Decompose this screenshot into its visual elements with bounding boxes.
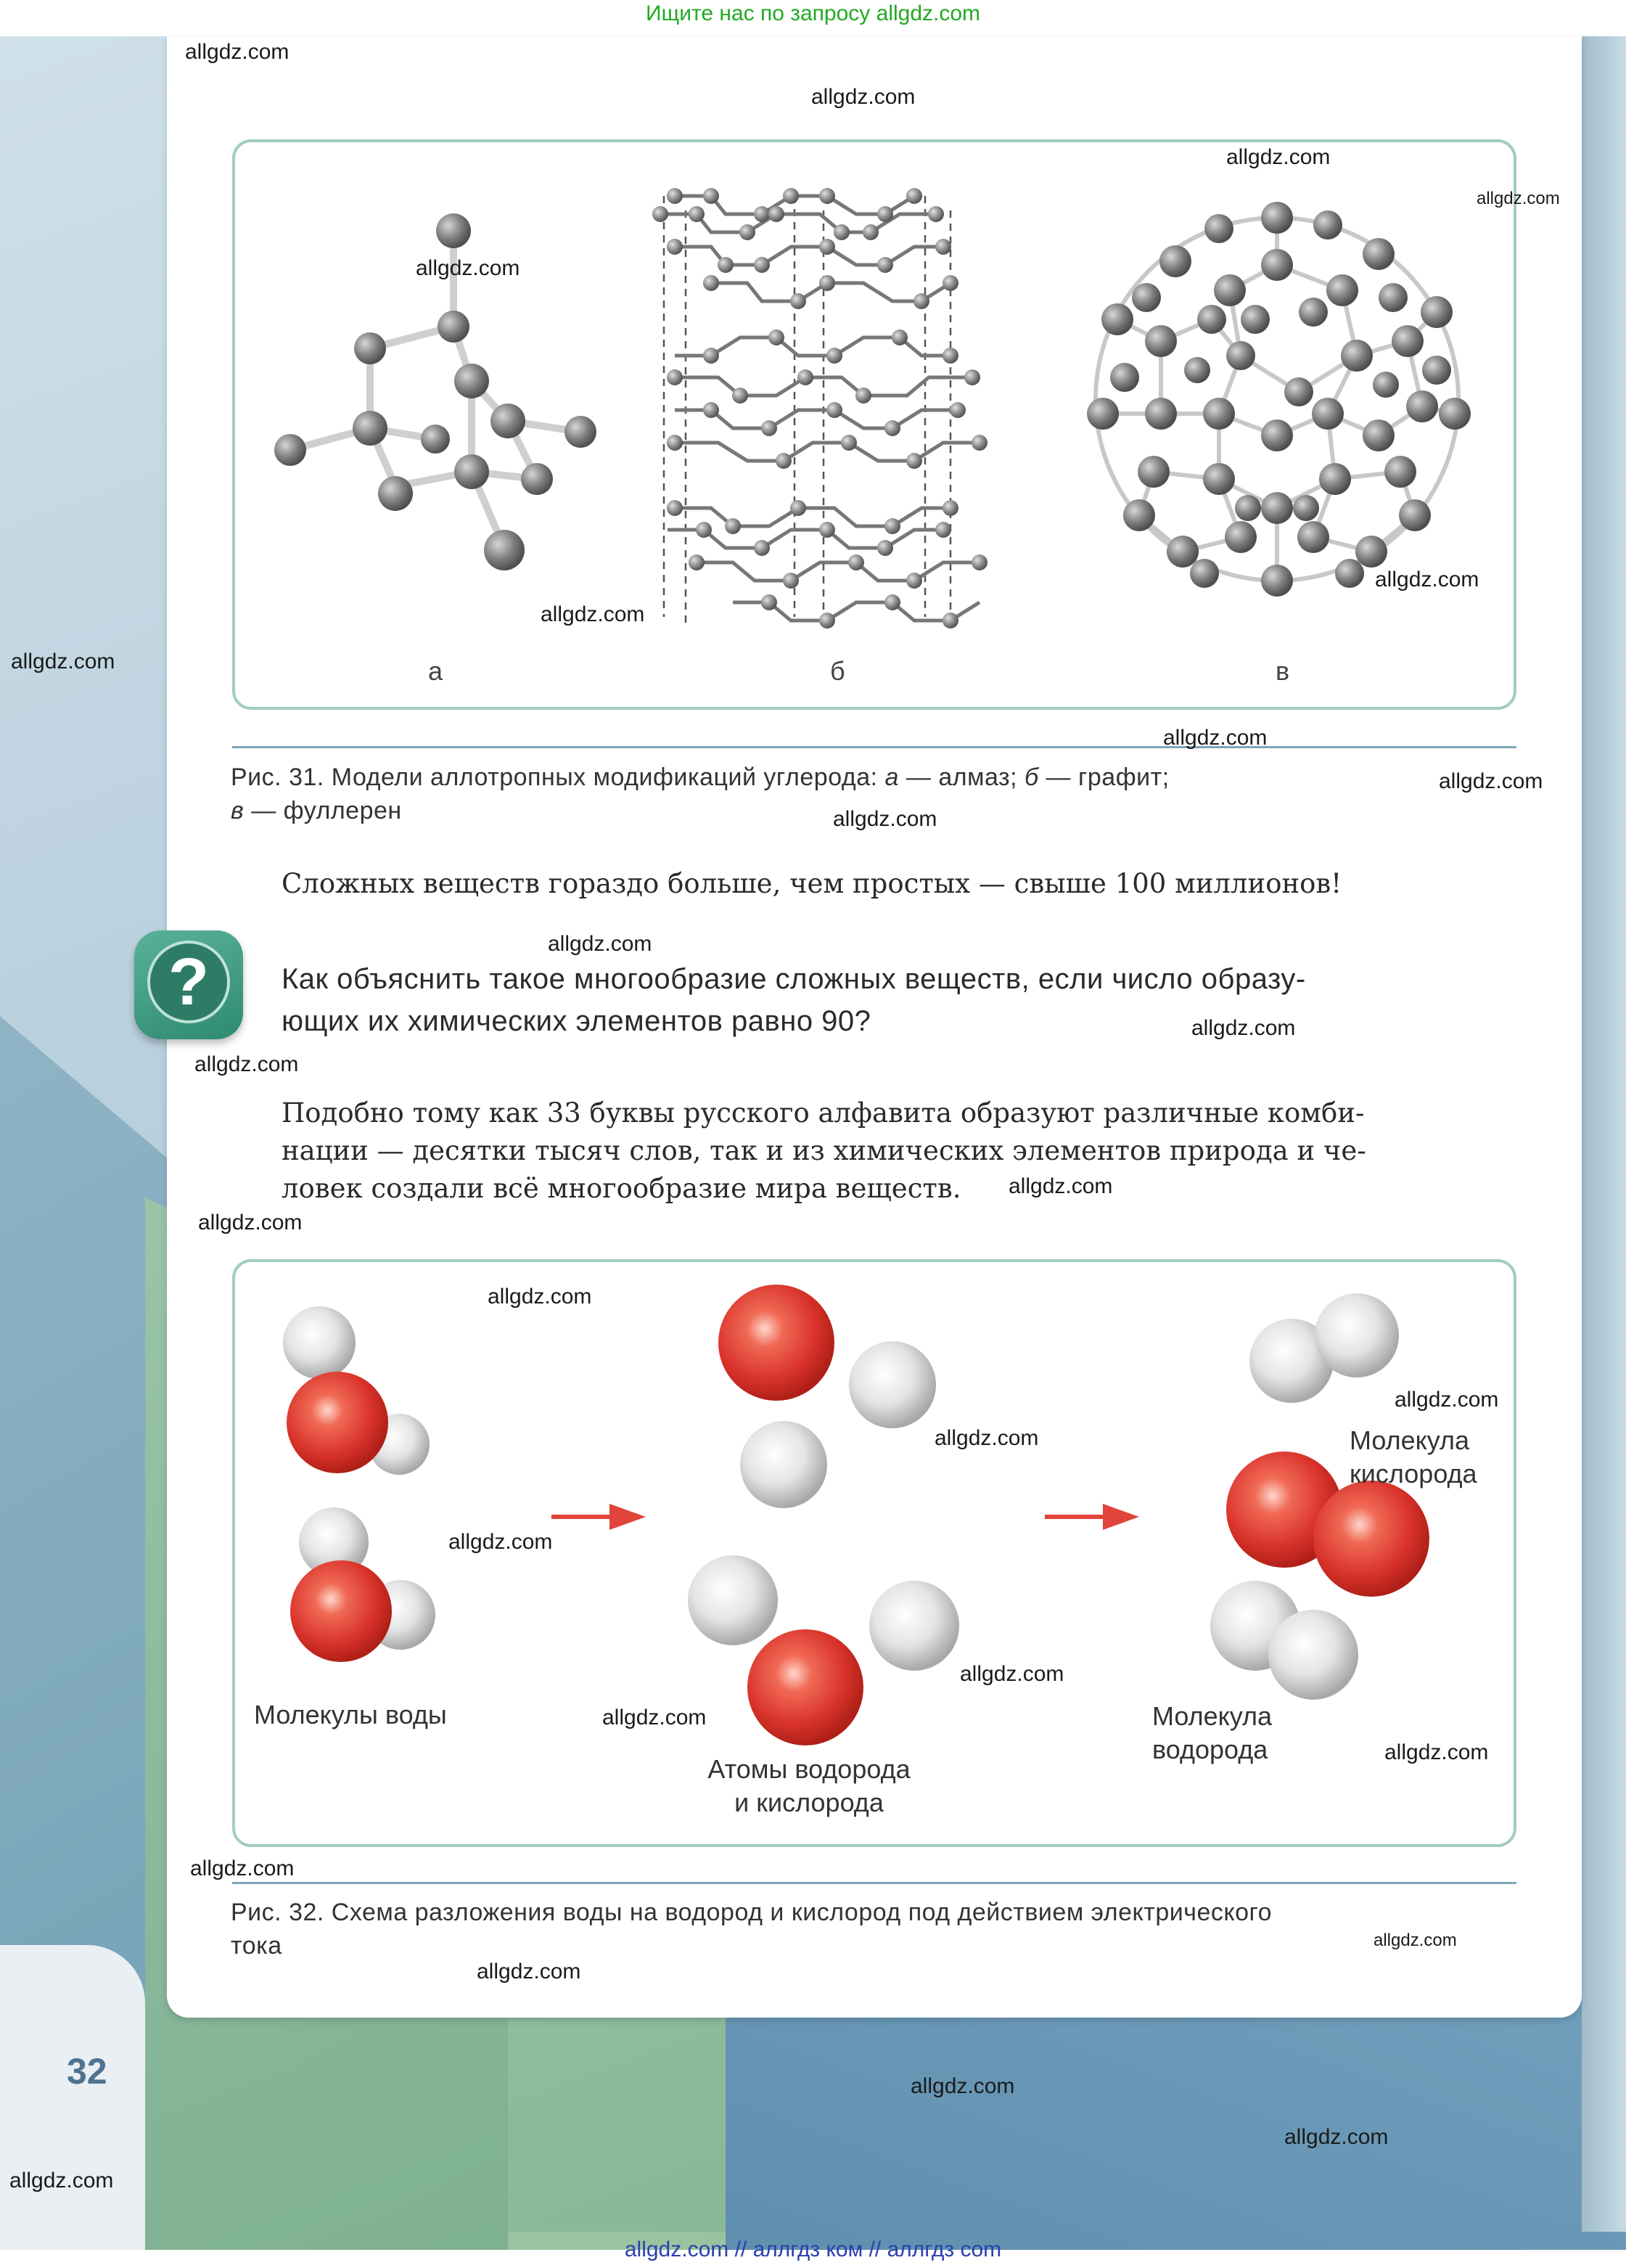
watermark: allgdz.com bbox=[602, 1706, 707, 1729]
water-decomposition-diagram bbox=[239, 1270, 1509, 1706]
watermark: allgdz.com bbox=[1477, 189, 1560, 208]
watermark: allgdz.com bbox=[416, 256, 520, 280]
reaction-arrow bbox=[1045, 1504, 1139, 1530]
watermark: allgdz.com bbox=[1439, 769, 1543, 793]
paragraph-alphabet-analogy: Подобно тому как 33 буквы русского алфавита образуют различные комби- нации — десятки тысяч слов, так и из химических элементов природа и че- ловек создали всё многообразие мира веществ. bbox=[282, 1097, 1366, 1204]
watermark: allgdz.com bbox=[11, 650, 115, 674]
figure-label-a: а bbox=[428, 656, 443, 686]
figure-32-caption: Рис. 32. Схема разложения воды на водород и кислород под действием электрического тока bbox=[231, 1899, 1273, 1960]
watermark: allgdz.com bbox=[911, 2074, 1015, 2098]
watermark: allgdz.com bbox=[1284, 2125, 1389, 2149]
paragraph-compounds: Сложных веществ гораздо больше, чем простых — свыше 100 миллионов! bbox=[282, 868, 1342, 899]
hydrogen-molecule-top bbox=[1249, 1293, 1399, 1403]
label-atoms: Атомы водорода и кислорода bbox=[707, 1754, 911, 1817]
page-edge bbox=[1582, 36, 1626, 2232]
watermark: allgdz.com bbox=[448, 1530, 553, 1554]
label-water-molecules: Молекулы воды bbox=[254, 1700, 447, 1729]
watermark: allgdz.com bbox=[194, 1052, 299, 1076]
watermark: allgdz.com bbox=[1384, 1740, 1489, 1764]
watermark: allgdz.com bbox=[541, 602, 645, 626]
caption-divider bbox=[232, 1882, 1516, 1884]
question-mark-icon: ? bbox=[147, 941, 230, 1023]
watermark-top-notice[interactable]: Ищите нас по запросу allgdz.com bbox=[645, 1, 981, 25]
watermark: allgdz.com bbox=[198, 1211, 303, 1235]
watermark: allgdz.com bbox=[1163, 726, 1268, 750]
water-molecule bbox=[283, 1306, 430, 1475]
figure-31-caption: Рис. 31. Модели аллотропных модификаций углерода: а — алмаз; б — графит; в — фуллерен bbox=[231, 763, 1170, 824]
watermark: allgdz.com bbox=[935, 1426, 1039, 1450]
watermark: allgdz.com bbox=[833, 807, 937, 831]
watermark: allgdz.com bbox=[1009, 1174, 1113, 1198]
page-number: 32 bbox=[67, 2051, 107, 2092]
label-oxygen-molecule: Молекула кислорода bbox=[1350, 1425, 1477, 1489]
figure-label-c: в bbox=[1276, 656, 1290, 686]
figure-label-b: б bbox=[830, 656, 845, 686]
graphite-model bbox=[646, 167, 1052, 639]
watermark: allgdz.com bbox=[477, 1960, 581, 1984]
watermark: allgdz.com bbox=[1226, 145, 1331, 169]
watermark: allgdz.com bbox=[1395, 1388, 1499, 1412]
watermark: allgdz.com bbox=[1375, 568, 1479, 591]
caption-divider bbox=[232, 746, 1516, 748]
hydrogen-molecule bbox=[1210, 1581, 1358, 1700]
question-text: Как объяснить такое многообразие сложных веществ, если число образу- ющих их химических элементов равно 90? bbox=[282, 963, 1306, 1037]
free-atoms bbox=[688, 1285, 959, 1745]
label-hydrogen-molecule: Молекула водорода bbox=[1152, 1701, 1273, 1764]
reaction-arrow bbox=[551, 1504, 646, 1530]
watermark-bottom-notice[interactable]: allgdz.com // аллгдз ком // аллгдз com bbox=[624, 2238, 1002, 2261]
watermark: allgdz.com bbox=[185, 40, 290, 64]
watermark: allgdz.com bbox=[9, 2169, 114, 2193]
water-molecule bbox=[290, 1507, 435, 1662]
watermark: allgdz.com bbox=[811, 85, 916, 109]
watermark: allgdz.com bbox=[1191, 1016, 1296, 1040]
watermark: allgdz.com bbox=[960, 1662, 1064, 1686]
watermark: allgdz.com bbox=[488, 1285, 592, 1309]
fullerene-model bbox=[1074, 196, 1480, 602]
question-block-icon bbox=[134, 930, 243, 1039]
page-corner bbox=[0, 1945, 145, 2250]
watermark: allgdz.com bbox=[548, 932, 652, 956]
watermark: allgdz.com bbox=[190, 1856, 295, 1880]
watermark: allgdz.com bbox=[1374, 1931, 1457, 1950]
